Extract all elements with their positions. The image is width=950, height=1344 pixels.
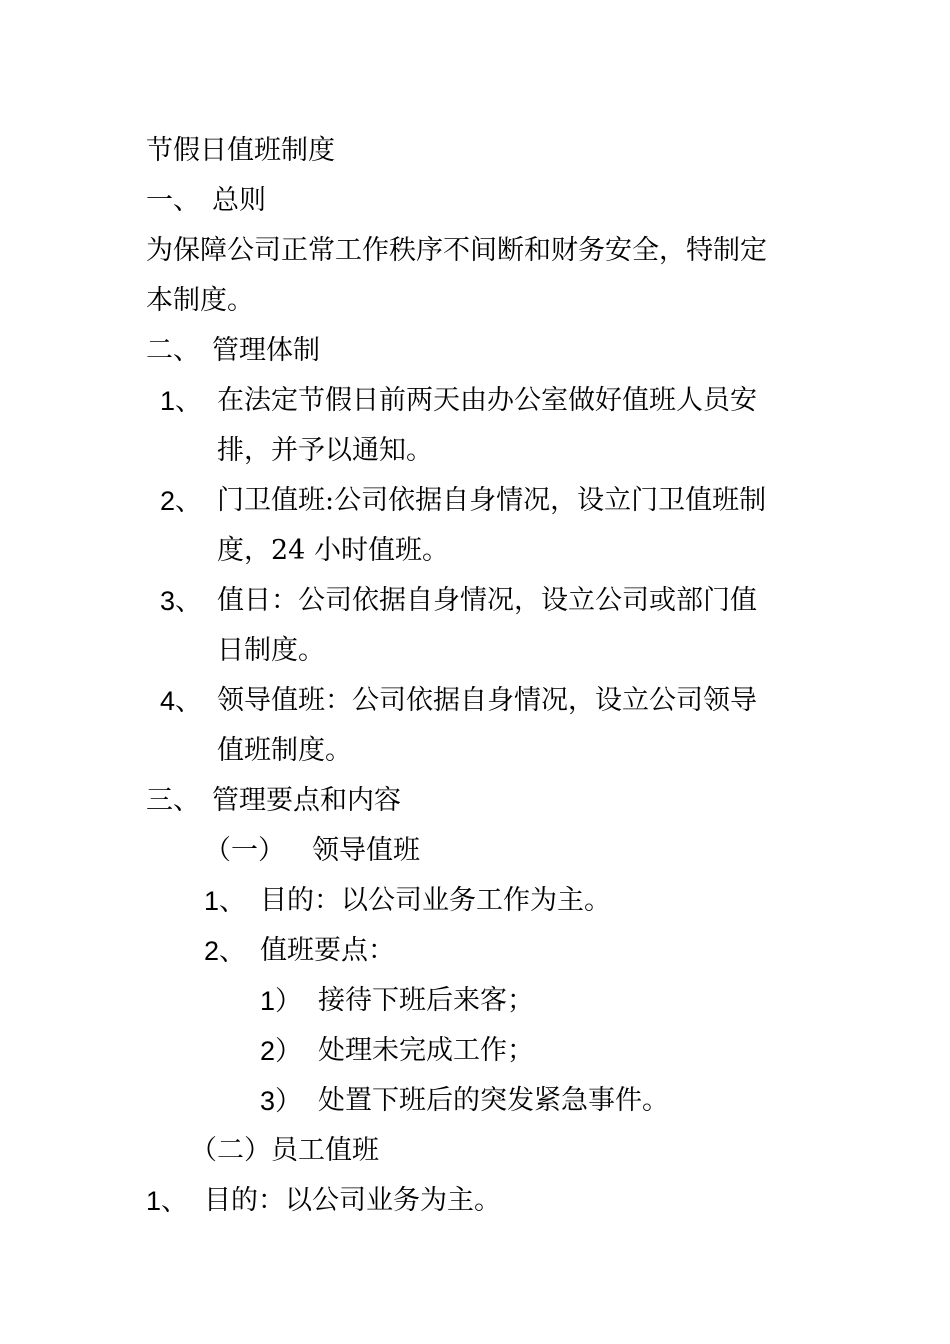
list-item-number: 1、	[160, 386, 203, 416]
list-item-text: 目的：以公司业务为主。	[204, 1185, 501, 1216]
list-item-number: 3、	[160, 586, 203, 616]
point-number: 3）	[260, 1086, 303, 1116]
list-item-text: 度，24 小时值班。	[217, 535, 449, 566]
list-item-number: 4、	[160, 686, 203, 716]
subsection-1-number: （一）	[204, 835, 285, 866]
point-number: 2）	[260, 1036, 303, 1066]
list-item-text: 值班制度。	[217, 735, 352, 766]
point-text: 处理未完成工作；	[318, 1035, 534, 1066]
list-item-text: 值班要点：	[260, 935, 395, 966]
section-1-number: 一、	[146, 185, 200, 216]
document-title: 节假日值班制度	[146, 135, 335, 166]
section-1-title: 总则	[212, 185, 266, 216]
list-item-text: 值日：公司依据自身情况，设立公司或部门值	[217, 585, 757, 616]
list-item-text: 排，并予以通知。	[217, 435, 433, 466]
section-2-number: 二、	[146, 335, 200, 366]
list-item-text: 在法定节假日前两天由办公室做好值班人员安	[217, 385, 757, 416]
list-item-text: 领导值班：公司依据自身情况，设立公司领导	[217, 685, 757, 716]
section-3-title: 管理要点和内容	[212, 785, 401, 816]
section-2-title: 管理体制	[212, 335, 320, 366]
point-text: 处置下班后的突发紧急事件。	[318, 1085, 669, 1116]
section-3-number: 三、	[146, 785, 200, 816]
subsection-2-title: （二）员工值班	[190, 1135, 379, 1166]
paragraph-line: 为保障公司正常工作秩序不间断和财务安全，特制定	[146, 235, 767, 266]
point-text: 接待下班后来客；	[318, 985, 534, 1016]
paragraph-line: 本制度。	[146, 285, 254, 316]
list-item-text: 日制度。	[217, 635, 325, 666]
list-item-number: 2、	[204, 936, 247, 966]
list-item-number: 1、	[204, 886, 247, 916]
list-item-text: 门卫值班:公司依据自身情况，设立门卫值班制	[217, 485, 767, 516]
point-number: 1）	[260, 986, 303, 1016]
list-item-number: 1、	[146, 1186, 189, 1216]
subsection-1-title: 领导值班	[312, 835, 420, 866]
list-item-number: 2、	[160, 486, 203, 516]
list-item-text: 目的：以公司业务工作为主。	[260, 885, 611, 916]
